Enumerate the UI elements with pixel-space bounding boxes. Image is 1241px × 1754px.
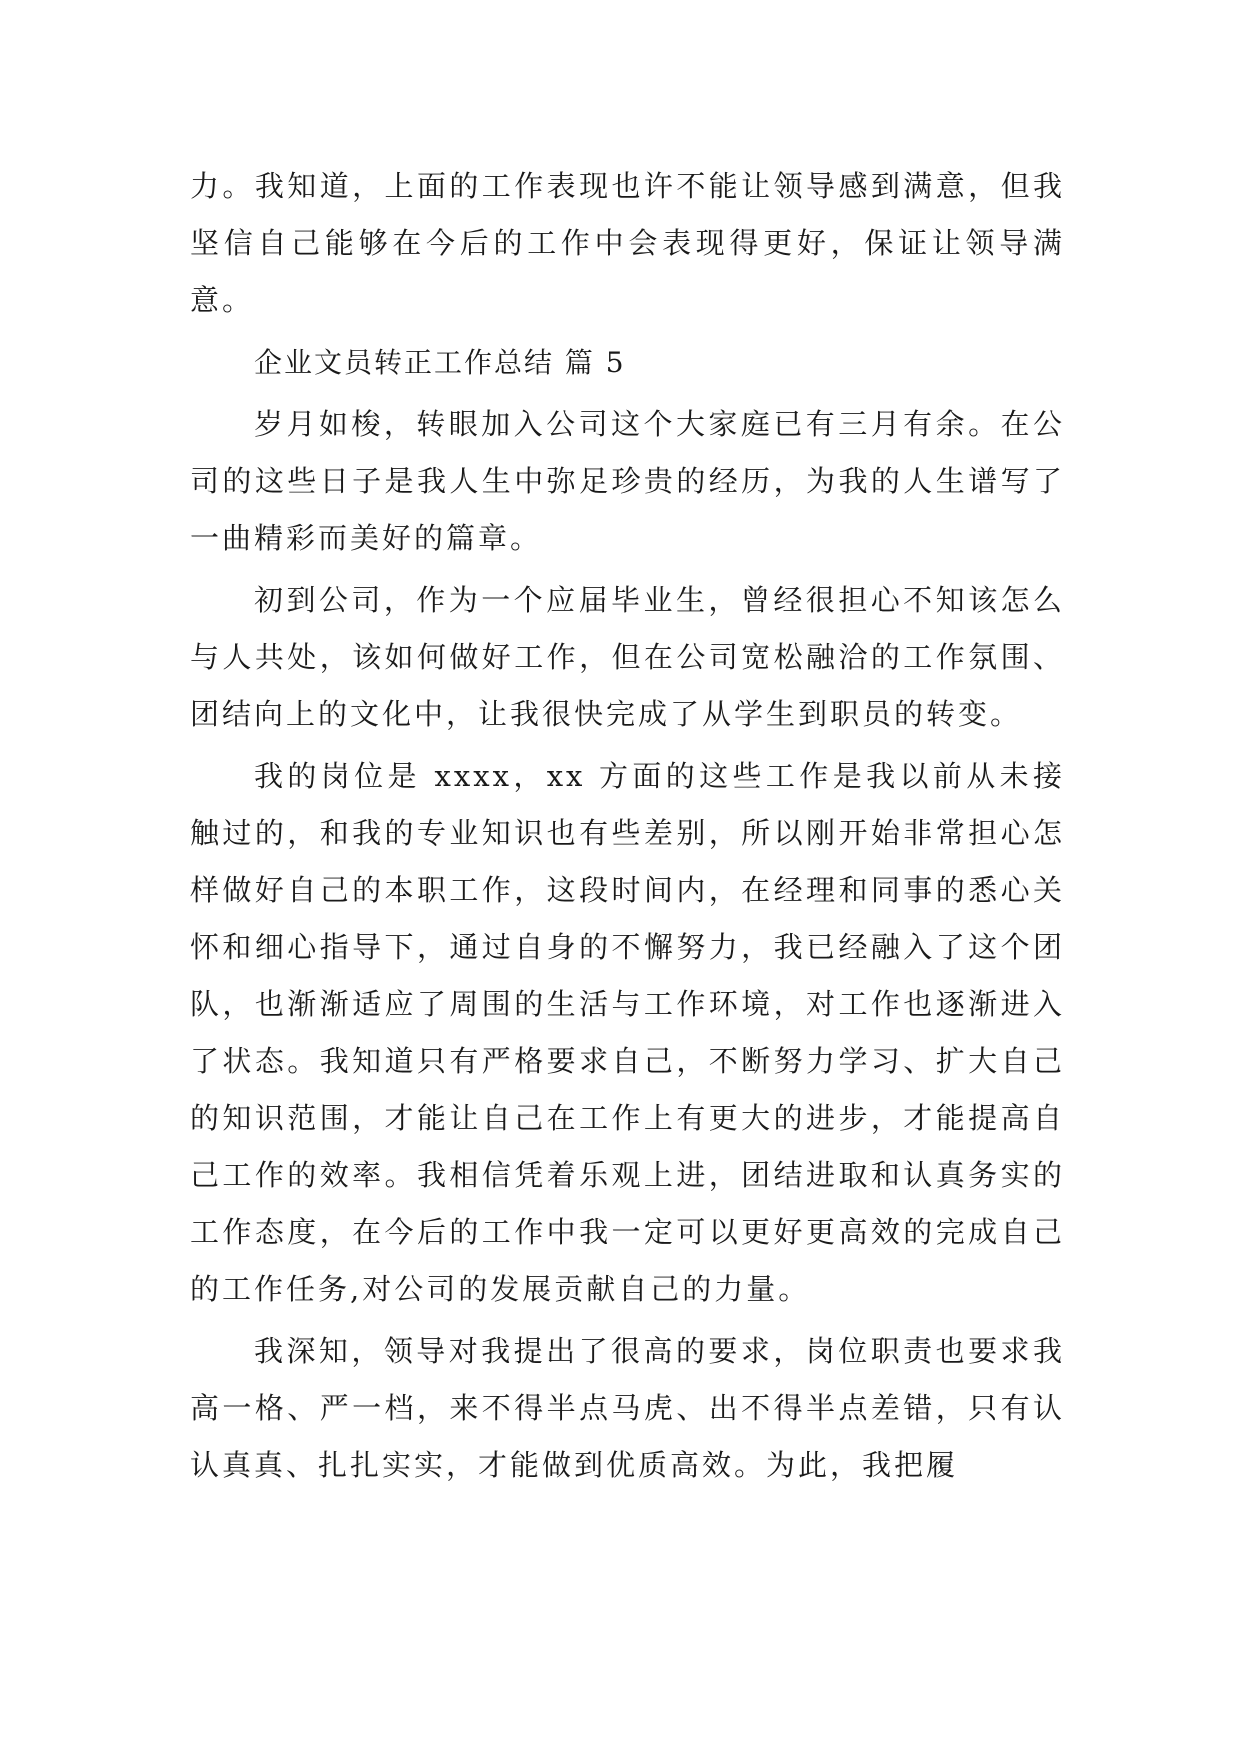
document-body xyxy=(190,158,1065,1499)
body-paragraph: 岁月如梭，转眼加入公司这个大家庭已有三月有余。在公司的这些日子是我人生中弥足珍贵的经历，为我的人生谱写了一曲精彩而美好的篇章。 xyxy=(190,407,1065,555)
continuation-paragraph: 力。我知道，上面的工作表现也许不能让领导感到满意，但我坚信自己能够在今后的工作中会表现得更好，保证让领导满意。 xyxy=(190,169,1065,317)
body-paragraph: 初到公司，作为一个应届毕业生，曾经很担心不知该怎么与人共处，该如何做好工作，但在公司宽松融洽的工作氛围、团结向上的文化中，让我很快完成了从学生到职员的转变。 xyxy=(190,583,1065,731)
section-heading: 企业文员转正工作总结 篇 5 xyxy=(254,346,626,379)
body-paragraph: 我的岗位是 xxxx，xx 方面的这些工作是我以前从未接触过的，和我的专业知识也有些差别，所以刚开始非常担心怎样做好自己的本职工作，这段时间内，在经理和同事的悉心关怀和细心指导下，通过自身的不懈努力，我已经融入了这个团队，也渐渐适应了周围的生活与工作环境，对工作也逐渐进入了状态。我知道只有严格要求自己，不断努力学习、扩大自己的知识范围，才能让自己在工作上有更大的进步，才能提高自己工作的效率。我相信凭着乐观上进，团结进取和认真务实的工作态度，在今后的工作中我一定可以更好更高效的完成自己的工作任务,对公司的发展贡献自己的力量。 xyxy=(190,759,1065,1306)
body-paragraph: 我深知，领导对我提出了很高的要求，岗位职责也要求我高一格、严一档，来不得半点马虎、出不得半点差错，只有认认真真、扎扎实实，才能做到优质高效。为此，我把履 xyxy=(190,1334,1065,1482)
